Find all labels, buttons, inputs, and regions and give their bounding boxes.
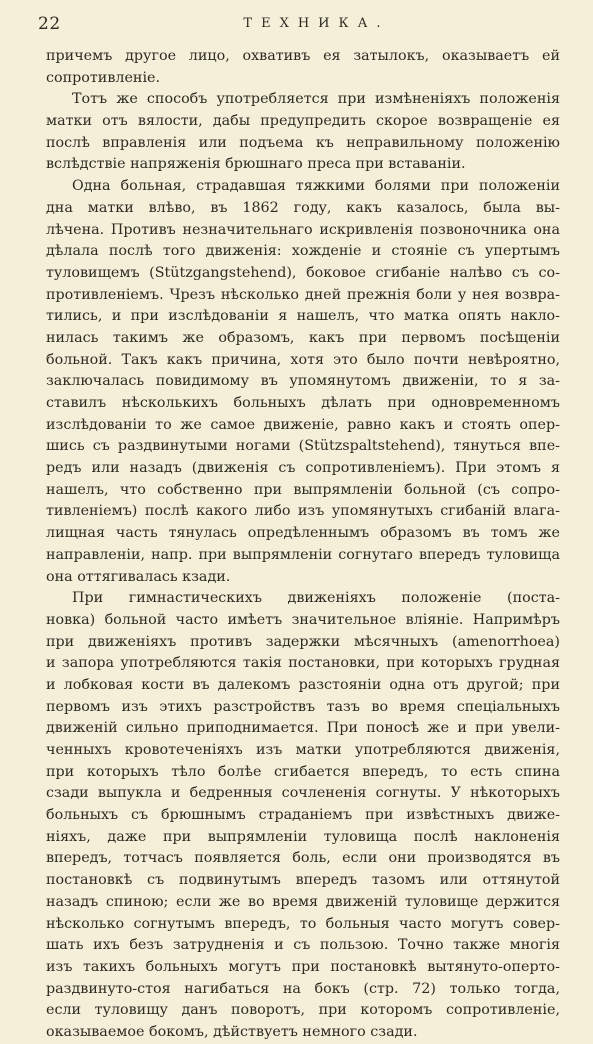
text-line: впередъ, тотчасъ появляется боль, если они производятся въ	[46, 850, 560, 867]
text-line: больныхъ съ брюшнымъ страданіемъ при извѣстныхъ движе-	[46, 807, 560, 824]
text-line: ставилъ нѣсколькихъ больныхъ дѣлать при одновременномъ	[46, 395, 560, 411]
text-line: лищная часть тянулась опредѣленнымъ образомъ въ томъ же	[46, 525, 560, 542]
text-line: раздвинуто-стоя нагибаться на бокъ (стр. 72) только тогда,	[46, 980, 560, 997]
text-line: послѣ вправленія или подъема къ неправильному положенію	[46, 134, 560, 151]
running-title: ТЕХНИКА.	[243, 16, 390, 31]
page-header	[38, 14, 555, 38]
text-line: нашелъ, что собственно при выпрямленіи больной (съ сопро-	[46, 481, 560, 498]
text-line: заключалась повидимому въ упомянутомъ движеніи, то я за-	[46, 373, 560, 390]
text-line: и запора употребляются такія постановки, при которыхъ грудная	[46, 655, 560, 672]
text-line: матки отъ вялости, дабы предупредить скорое возвращеніе ея	[46, 113, 560, 130]
text-line: она оттягивалась кзади.	[46, 568, 231, 585]
text-line: Одна больная, страдавшая тяжкими болями при положеніи	[72, 178, 560, 195]
text-line: ніяхъ, даже при выпрямленіи туловища послѣ наклоненія	[46, 828, 560, 845]
text-line: причемъ другое лицо, охвативъ ея затылокъ, оказываетъ ей	[46, 48, 560, 64]
text-line: лѣчена. Противъ незначительнаго искривленія позвоночника она	[46, 221, 560, 238]
text-line: вслѣдствіе напряженія брюшнаго преса при вставаніи.	[46, 156, 466, 173]
text-line: туловищемъ (Stützgangstehend), боковое сгибаніе налѣво съ со-	[46, 264, 560, 281]
text-line: редъ или назадъ (движенія съ сопротивленіемъ). При этомъ я	[46, 460, 560, 477]
text-line: новка) больной часто имѣетъ значительное вліяніе. Напримѣръ	[46, 611, 560, 628]
text-line: движеній сильно приподнимается. При поносѣ же и при увели-	[46, 720, 560, 737]
text-line: при движеніяхъ противъ задержки мѣсячныхъ (amenorrhoea)	[46, 633, 560, 650]
text-line: нилась такимъ же образомъ, какъ при первомъ посѣщеніи	[46, 329, 560, 346]
page-number: 22	[38, 14, 61, 34]
text-line: дна матки влѣво, въ 1862 году, какъ казалось, была вы-	[46, 199, 560, 216]
text-line: оказываемое бокомъ, дѣйствуетъ немного сзади.	[46, 1023, 418, 1040]
text-line: первомъ изъ этихъ разстройствъ тазъ во время спеціальныхъ	[46, 698, 560, 715]
text-line: больной. Такъ какъ причина, хотя это было почти невѣроятно,	[46, 351, 560, 368]
text-line: шись съ раздвинутыми ногами (Stützspaltstehend), тянуться впе-	[46, 438, 560, 455]
text-line: изъ такихъ больныхъ могутъ при постановкѣ вытянуто-оперто-	[46, 958, 560, 975]
text-line: Тотъ же способъ употребляется при измѣненіяхъ положенія	[72, 91, 560, 108]
text-line: противленіемъ. Чрезъ нѣсколько дней прежнія боли у нея возвра-	[46, 286, 560, 303]
text-line: дѣлала послѣ того движенія: хожденіе и стояніе съ упертымъ	[46, 243, 560, 260]
text-line: направленіи, напр. при выпрямленіи согнутаго впередъ туловища	[46, 546, 560, 563]
body-text	[46, 46, 560, 1044]
text-line: шать ихъ безъ затрудненія и съ пользою. Точно также многія	[46, 937, 560, 954]
text-line: При гимнастическихъ движеніяхъ положеніе (поста-	[72, 590, 560, 607]
text-line: нѣсколько согнутымъ впередъ, то больныя часто могутъ совер-	[46, 915, 560, 932]
text-line: изслѣдованіи то же самое движеніе, равно какъ и стоять опер-	[46, 416, 560, 433]
text-line: тились, и при изслѣдованіи я нашелъ, что матка опять накло-	[46, 308, 560, 325]
text-line: назадъ спиною; если же во время движеній туловище держится	[46, 893, 560, 910]
text-line: при которыхъ тѣло болѣе сгибается впередъ, то есть спина	[46, 763, 560, 780]
text-line: если туловищу данъ поворотъ, при которомъ сопротивленіе,	[46, 1002, 560, 1019]
text-line: сзади выпукла и бедренныя сочлененія согнуты. У нѣкоторыхъ	[46, 785, 560, 802]
text-line: ченныхъ кровотеченіяхъ изъ матки употребляются движенія,	[46, 742, 560, 758]
text-line: тивленіемъ) послѣ какого либо изъ упомянутыхъ сгибаній влага-	[46, 503, 560, 520]
text-line: сопротивленіе.	[46, 69, 161, 86]
text-line: постановкѣ съ подвинутымъ впередъ тазомъ или оттянутой	[46, 872, 560, 889]
text-line: и лобковая кости въ далекомъ разстояніи одна отъ другой; при	[46, 676, 560, 693]
